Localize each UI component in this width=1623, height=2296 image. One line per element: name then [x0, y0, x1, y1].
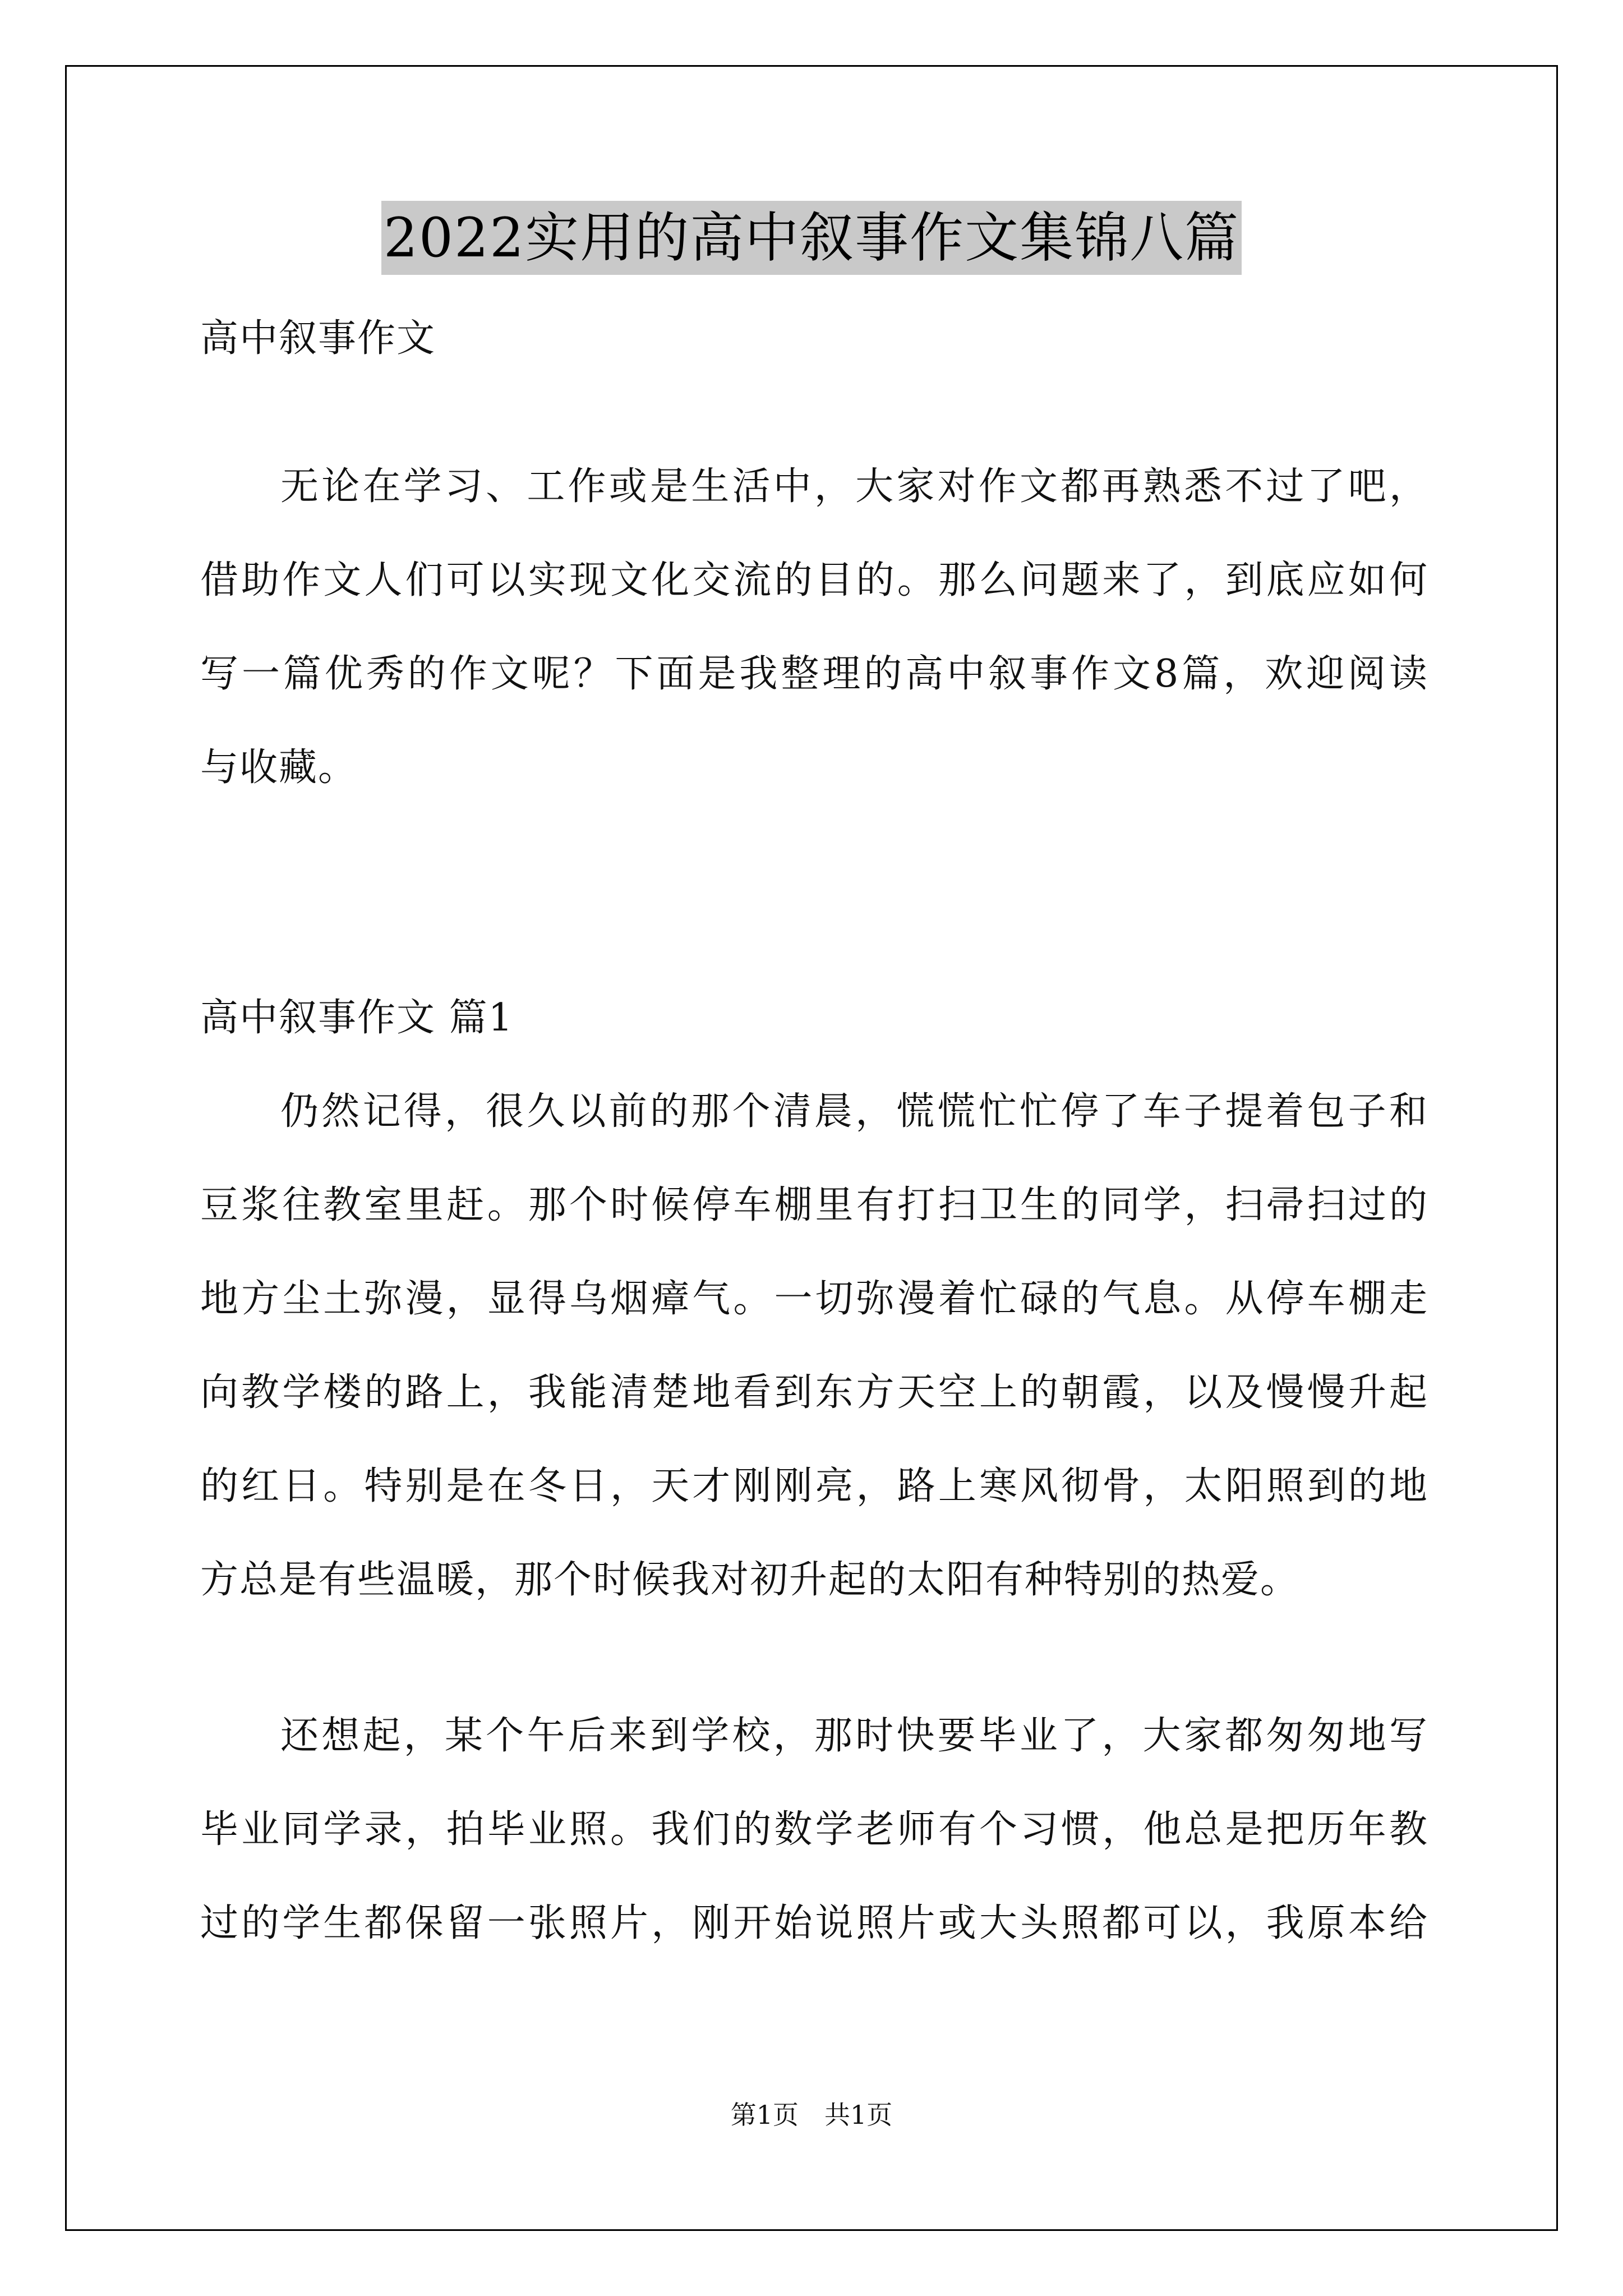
- paragraph-line: 地方尘土弥漫，显得乌烟瘴气。一切弥漫着忙碌的气息。从停车棚走: [200, 1277, 1428, 1321]
- page-footer: [0, 2098, 1623, 2132]
- paragraph-line: 过的学生都保留一张照片，刚开始说照片或大头照都可以，我原本给: [200, 1901, 1428, 1945]
- intro-line: 与收藏。: [200, 746, 358, 790]
- paragraph-line: 向教学楼的路上，我能清楚地看到东方天空上的朝霞，以及慢慢升起: [200, 1370, 1428, 1415]
- page-number: 第1页: [730, 2100, 799, 2130]
- intro-line: 写一篇优秀的作文呢？下面是我整理的高中叙事作文8篇，欢迎阅读: [200, 652, 1428, 696]
- paragraph-line: 仍然记得，很久以前的那个清晨，慌慌忙忙停了车子提着包子和: [280, 1089, 1428, 1134]
- paragraph-line: 豆浆往教室里赶。那个时候停车棚里有打扫卫生的同学，扫帚扫过的: [200, 1183, 1428, 1227]
- paragraph-line: 的红日。特别是在冬日，天才刚刚亮，路上寒风彻骨，太阳照到的地: [200, 1464, 1428, 1508]
- section-heading: 高中叙事作文: [200, 316, 436, 361]
- essay-heading: 高中叙事作文 篇1: [200, 996, 514, 1040]
- paragraph-line: 还想起，某个午后来到学校，那时快要毕业了，大家都匆匆地写: [280, 1714, 1428, 1758]
- intro-line: 无论在学习、工作或是生活中，大家对作文都再熟悉不过了吧，: [280, 464, 1428, 509]
- paragraph-line: 毕业同学录，拍毕业照。我们的数学老师有个习惯，他总是把历年教: [200, 1807, 1428, 1852]
- page-total: 共1页: [824, 2100, 893, 2130]
- paragraph-line: 方总是有些温暖，那个时候我对初升起的太阳有种特别的热爱。: [200, 1558, 1300, 1602]
- title-wrap: [0, 201, 1623, 275]
- document-title: 2022实用的高中叙事作文集锦八篇: [381, 201, 1242, 275]
- intro-line: 借助作文人们可以实现文化交流的目的。那么问题来了，到底应如何: [200, 558, 1428, 602]
